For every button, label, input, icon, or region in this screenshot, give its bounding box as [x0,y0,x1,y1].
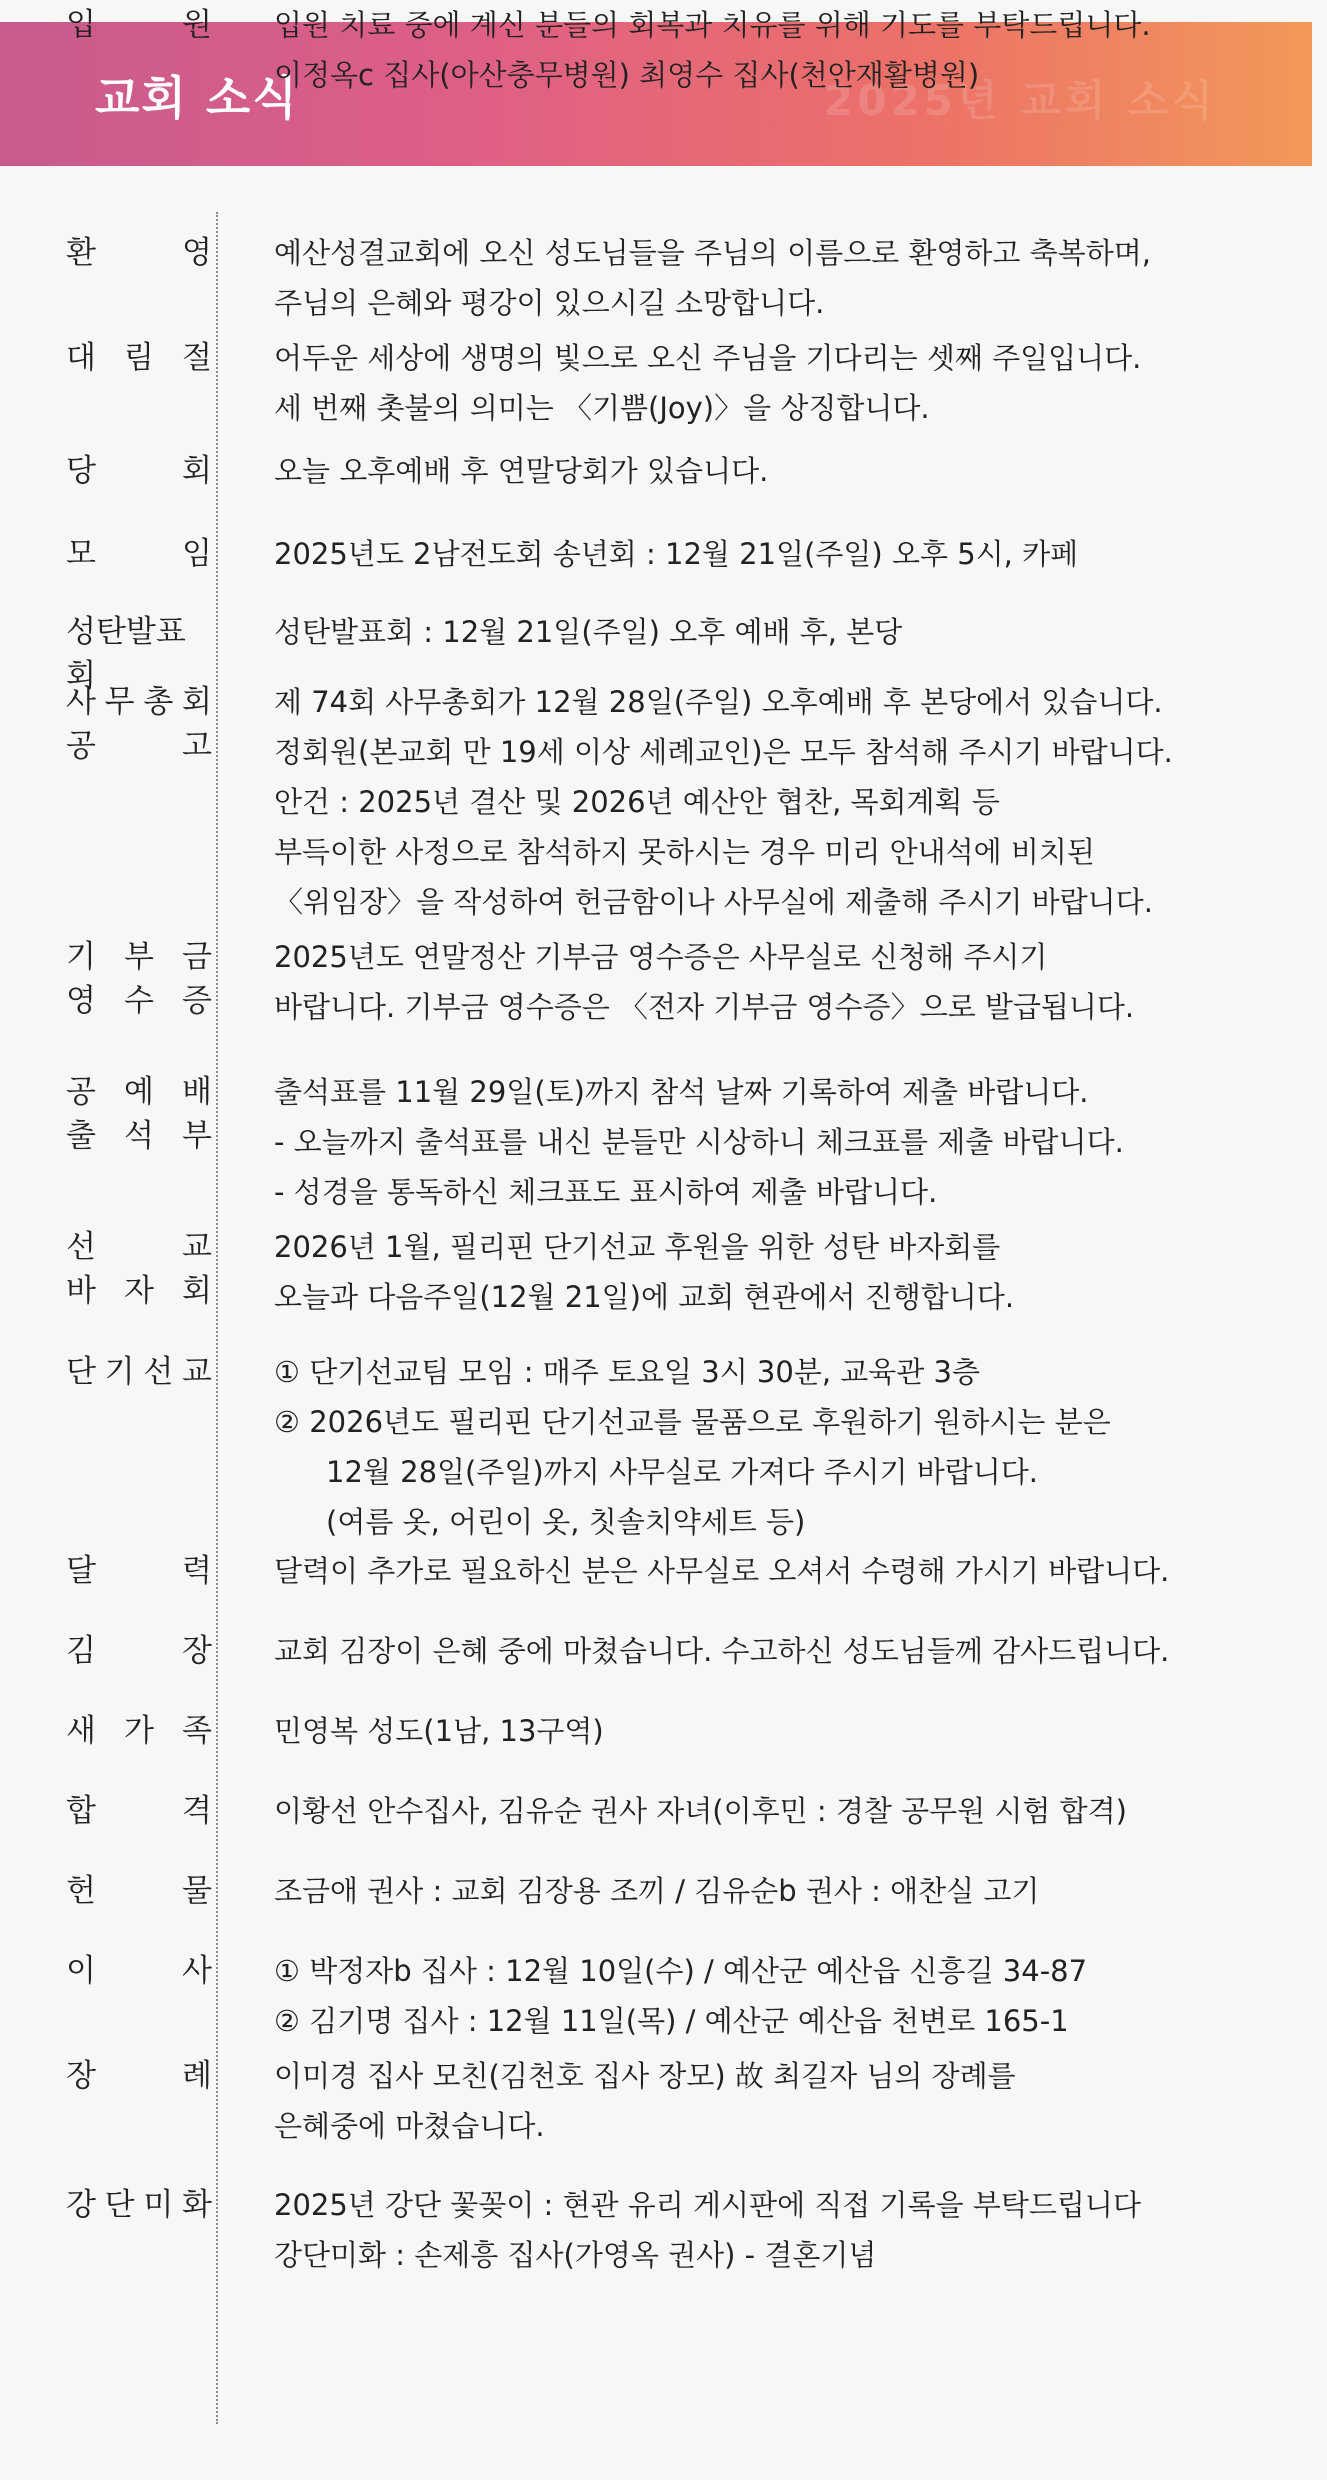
news-label-char: 장 [66,2058,96,2094]
news-content-line: ① 박정자b 집사 : 12월 10일(수) / 예산군 예산읍 신흥길 34-87 [274,1954,1088,1988]
news-label [66,1629,212,1673]
news-label [66,1225,212,1313]
news-content-line: 출석표를 11월 29일(토)까지 참석 날짜 기록하여 제출 바랍니다. [274,1075,1089,1109]
news-label-char: 예 [124,1074,154,1110]
news-content [274,607,1314,657]
news-content-line: 2025년도 연말정산 기부금 영수증은 사무실로 신청해 주시기 [274,940,1048,974]
news-label-char: 화 [182,2187,212,2223]
news-label-char: 공 [66,728,96,764]
news-label-char: 영 [66,983,96,1019]
news-label-line [66,1225,212,1269]
news-label-char: 부 [182,1118,212,1154]
news-label [66,231,212,275]
news-content-line: 이정옥c 집사(아산충무병원) 최영수 집사(천안재활병원) [274,58,980,92]
news-content [274,1706,1314,1756]
news-label-char: 입 [66,7,96,43]
news-content-line: - 성경을 통독하신 체크표도 표시하여 제출 바랍니다. [274,1175,938,1209]
news-label-char: 합 [66,1793,96,1829]
news-content [274,2051,1314,2151]
news-content-line: 〈위임장〉을 작성하여 헌금함이나 사무실에 제출해 주시기 바랍니다. [274,885,1153,919]
news-content-line: 바랍니다. 기부금 영수증은 〈전자 기부금 영수증〉으로 발급됩니다. [274,990,1135,1024]
news-label-char: 고 [182,728,212,764]
news-label [66,680,212,768]
news-label [66,1869,212,1913]
news-content [274,446,1314,496]
news-label [66,1070,212,1158]
news-content [274,1067,1314,1217]
news-label [66,532,212,576]
news-label-char: 교 [182,1229,212,1265]
news-label [66,336,212,380]
news-label-char: 사 [66,684,96,720]
news-label-char: 환 [66,235,96,271]
news-label-line [66,1789,212,1833]
news-label-char: 당 [66,453,96,489]
news-label [66,1949,212,1993]
news-content-line: 오늘과 다음주일(12월 21일)에 교회 현관에서 진행합니다. [274,1280,1015,1314]
news-content-line: ② 2026년도 필리핀 단기선교를 물품으로 후원하기 원하시는 분은 [274,1405,1111,1439]
news-label-char: 기 [104,1354,135,1390]
news-content [274,2180,1314,2280]
news-label-line [66,336,212,380]
news-label-char: 달 [66,1553,96,1589]
news-label-char: 수 [124,983,154,1019]
news-label-line [66,610,212,694]
news-content-line: 주님의 은혜와 평강이 있으시길 소망합니다. [274,286,825,320]
news-label-char: 기 [66,939,96,975]
news-label-line [66,724,212,768]
news-content-line: 2026년 1월, 필리핀 단기선교 후원을 위한 성탄 바자회를 [274,1230,1001,1264]
news-label [66,1789,212,1833]
news-label-char: 강 [66,2187,96,2223]
news-content-line: 안건 : 2025년 결산 및 2026년 예산안 협찬, 목회계획 등 [274,785,1000,819]
column-divider [216,212,218,2424]
news-content-line: 제 74회 사무총회가 12월 28일(주일) 오후예배 후 본당에서 있습니다. [274,685,1163,719]
news-label-line [66,3,212,47]
news-content-line: 강단미화 : 손제흥 집사(가영옥 권사) - 결혼기념 [274,2238,877,2272]
news-content [274,1347,1314,1547]
news-label-line [66,1869,212,1913]
news-label-char: 출 [66,1118,96,1154]
news-content-line: 예산성결교회에 오신 성도님들을 주님의 이름으로 환영하고 축복하며, [274,236,1151,270]
news-label-char: 금 [182,939,212,975]
news-content [274,1946,1314,2046]
news-label-line [66,1350,212,1394]
news-content-line: 이미경 집사 모친(김천호 집사 장모) 故 최길자 님의 장례를 [274,2059,1016,2093]
news-label-char: 석 [124,1118,154,1154]
news-content [274,932,1314,1032]
news-content-line: (여름 옷, 어린이 옷, 칫솔치약세트 등) [326,1505,806,1539]
news-label [66,935,212,1023]
news-content [274,677,1314,927]
news-label-char: 모 [66,536,96,572]
news-content-line: 12월 28일(주일)까지 사무실로 가져다 주시기 바랍니다. [326,1455,1039,1489]
news-label [66,1350,212,1394]
news-content-line: 부득이한 사정으로 참석하지 못하시는 경우 미리 안내석에 비치된 [274,835,1095,869]
news-label-char: 무 [104,684,135,720]
news-content [274,1786,1314,1836]
news-label-char: 새 [66,1713,96,1749]
news-label-char: 대 [66,340,96,376]
news-content-line: 교회 김장이 은혜 중에 마쳤습니다. 수고하신 성도님들께 감사드립니다. [274,1634,1170,1668]
news-label-line [66,2054,212,2098]
news-label-char: 회 [182,684,212,720]
news-content [274,0,1314,100]
news-label-char: 김 [66,1633,96,1669]
news-label-char: 공 [66,1074,96,1110]
page-title: 교회 소식 [95,71,299,125]
news-label-char: 영 [182,235,212,271]
news-label-line [66,1114,212,1158]
news-label [66,2183,212,2227]
news-label-char: 례 [182,2058,212,2094]
news-label-char: 성탄발표회 [66,614,186,694]
news-label-char: 장 [182,1633,212,1669]
news-content [274,1222,1314,1322]
news-label [66,1549,212,1593]
news-label-char: 회 [182,1273,212,1309]
news-label-char: 물 [182,1873,212,1909]
news-label-char: 선 [66,1229,96,1265]
news-content-line: 달력이 추가로 필요하신 분은 사무실로 오셔서 수령해 가시기 바랍니다. [274,1554,1170,1588]
news-label-char: 헌 [66,1873,96,1909]
news-label-line [66,1269,212,1313]
news-content-line: 2025년 강단 꽃꽂이 : 현관 유리 게시판에 직접 기록을 부탁드립니다 [274,2188,1141,2222]
news-content-line: 성탄발표회 : 12월 21일(주일) 오후 예배 후, 본당 [274,615,903,649]
news-label-char: 격 [182,1793,212,1829]
news-label [66,3,212,47]
news-label [66,1709,212,1753]
news-content-line: ① 단기선교팀 모임 : 매주 토요일 3시 30분, 교육관 3층 [274,1355,981,1389]
news-label-char: 자 [124,1273,154,1309]
news-label-line [66,1629,212,1673]
news-label-line [66,1709,212,1753]
news-label-char: 회 [182,453,212,489]
news-content [274,529,1314,579]
news-label [66,449,212,493]
news-content-line: 오늘 오후예배 후 연말당회가 있습니다. [274,454,769,488]
news-label-char: 교 [182,1354,212,1390]
news-label-char: 부 [124,939,154,975]
news-label-line [66,1949,212,1993]
news-label-char: 총 [143,684,174,720]
news-content-line: 이황선 안수집사, 김유순 권사 자녀(이후민 : 경찰 공무원 시험 합격) [274,1794,1127,1828]
news-content-line: ② 김기명 집사 : 12월 11일(목) / 예산군 예산읍 천변로 165-1 [274,2004,1069,2038]
news-content-line: 은혜중에 마쳤습니다. [274,2109,545,2143]
news-label-char: 임 [182,536,212,572]
news-label-char: 단 [104,2187,135,2223]
news-label [66,610,212,694]
news-label-char: 력 [182,1553,212,1589]
banner-watermark: 2025년 교회 소식 [824,76,1217,125]
news-content [274,1866,1314,1916]
news-label-char: 선 [143,1354,174,1390]
news-label-line [66,680,212,724]
news-content-line: 입원 치료 중에 계신 분들의 회복과 치유를 위해 기도를 부탁드립니다. [274,8,1151,42]
news-label-char: 사 [182,1953,212,1989]
news-label-char: 가 [124,1713,154,1749]
news-label-line [66,1070,212,1114]
news-content-line: 세 번째 촛불의 의미는 〈기쁨(Joy)〉을 상징합니다. [274,391,930,425]
news-label-line [66,532,212,576]
news-label-char: 단 [66,1354,96,1390]
news-label-char: 증 [182,983,212,1019]
news-label-char: 림 [124,340,154,376]
news-label-char: 바 [66,1273,96,1309]
news-label-char: 족 [182,1713,212,1749]
news-label-line [66,1549,212,1593]
news-label-char: 절 [182,340,212,376]
news-content [274,228,1314,328]
news-content-line: 2025년도 2남전도회 송년회 : 12월 21일(주일) 오후 5시, 카페 [274,537,1079,571]
news-label-line [66,231,212,275]
news-label-char: 이 [66,1953,96,1989]
news-content [274,1546,1314,1596]
news-label-line [66,935,212,979]
news-content [274,333,1314,433]
news-label-line [66,449,212,493]
news-label-line [66,979,212,1023]
news-content [274,1626,1314,1676]
news-label-char: 원 [182,7,212,43]
news-label-char: 배 [182,1074,212,1110]
news-content-line: 어두운 세상에 생명의 빛으로 오신 주님을 기다리는 셋째 주일입니다. [274,341,1142,375]
news-label [66,2054,212,2098]
news-content-line: 정회원(본교회 만 19세 이상 세례교인)은 모두 참석해 주시기 바랍니다. [274,735,1173,769]
news-label-line [66,2183,212,2227]
news-content-line: 민영복 성도(1남, 13구역) [274,1714,604,1748]
news-label-char: 미 [143,2187,174,2223]
news-content-line: - 오늘까지 출석표를 내신 분들만 시상하니 체크표를 제출 바랍니다. [274,1125,1124,1159]
news-content-line: 조금애 권사 : 교회 김장용 조끼 / 김유순b 권사 : 애찬실 고기 [274,1874,1040,1908]
